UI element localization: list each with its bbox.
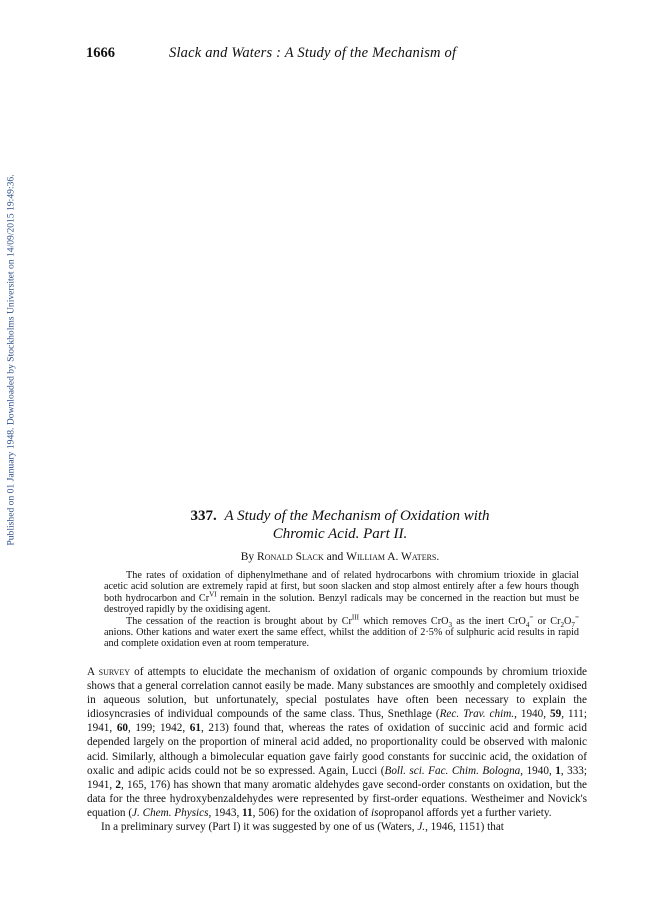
- running-title: Slack and Waters : A Study of the Mechanism of: [169, 45, 457, 61]
- title-line-1: 337. A Study of the Mechanism of Oxidation with: [190, 508, 490, 524]
- download-notice-text: Published on 01 January 1948. Downloaded by Stockholms Universitet on 14/09/2015 19:49:36.: [5, 174, 17, 546]
- byline: By Ronald Slack and William A. Waters.: [240, 551, 440, 563]
- title-line-2: Chromic Acid. Part II.: [272, 526, 408, 542]
- body-text: [87, 665, 587, 834]
- abstract-paragraph: The cessation of the reaction is brought about by $Cr^{III}$ which removes CrO$_3$ as the inert CrO$_4$= or $Cr_2O_7^=$ anions. Other kations and water exert the same effect, whilst the addition of 2·5% of sulphuric acid results in rapid and complete oxidation even at room temperature.: [104, 613, 579, 650]
- article-title: [90, 507, 590, 543]
- page-header: [86, 45, 586, 65]
- page-number: 1666: [86, 45, 115, 61]
- body-paragraph: In a preliminary survey (Part I) it was suggested by one of us (Waters, J., 1946, 1151) that: [101, 821, 504, 834]
- abstract: [104, 570, 579, 650]
- article-number: 337.: [190, 508, 217, 524]
- download-notice: [4, 130, 18, 590]
- author-2: William A. Waters.: [346, 551, 440, 563]
- abstract-paragraph: The rates of oxidation of diphenylmethane and of related hydrocarbons with chromium trioxide in glacial acetic acid solution are extremely rapid at first, but soon slacken and stop almost entirely after a few hours though both hydrocarbon and $Cr^{VI}$ remain in the solution. Benzyl radicals may be concerned in the reaction but must be destroyed rapidly by the oxidising agent.: [104, 570, 579, 616]
- body-paragraph: A survey of attempts to elucidate the mechanism of oxidation of organic compounds by chromium trioxide shows that a general correlation cannot easily be made. Many substances are smoothly and completely oxidised in aqueous solution, but unfortunately, special postulates have often been necessary to explain the idiosyncrasies of individual compounds of the same class. Thus, Snethlage (Rec. Trav. chim., 1940, 59, 111; 1941, 60, 199; 1942, 61, 213) found that, whereas the rates of oxidation of succinic acid and formic acid depended largely on the proportion of mineral acid added, no proportionality could be observed with malonic acid. Similarly, although a bimolecular equation gave fairly good constants for succinic acid, the oxidation of oxalic and adipic acids could not be so expressed. Again, Lucci (Boll. sci. Fac. Chim. Bologna, 1940, 1, 333; 1941, 2, 165, 176) has shown that many aromatic aldehydes gave second-order constants on oxidation, but the data for the three hydroxybenzaldehydes were represented by first-order equations. Westheimer and Novick's equation (J. Chem. Physics, 1943, 11, 506) for the oxidation of isopropanol affords yet a further variety.: [87, 666, 588, 819]
- author-1: Ronald Slack: [257, 551, 324, 563]
